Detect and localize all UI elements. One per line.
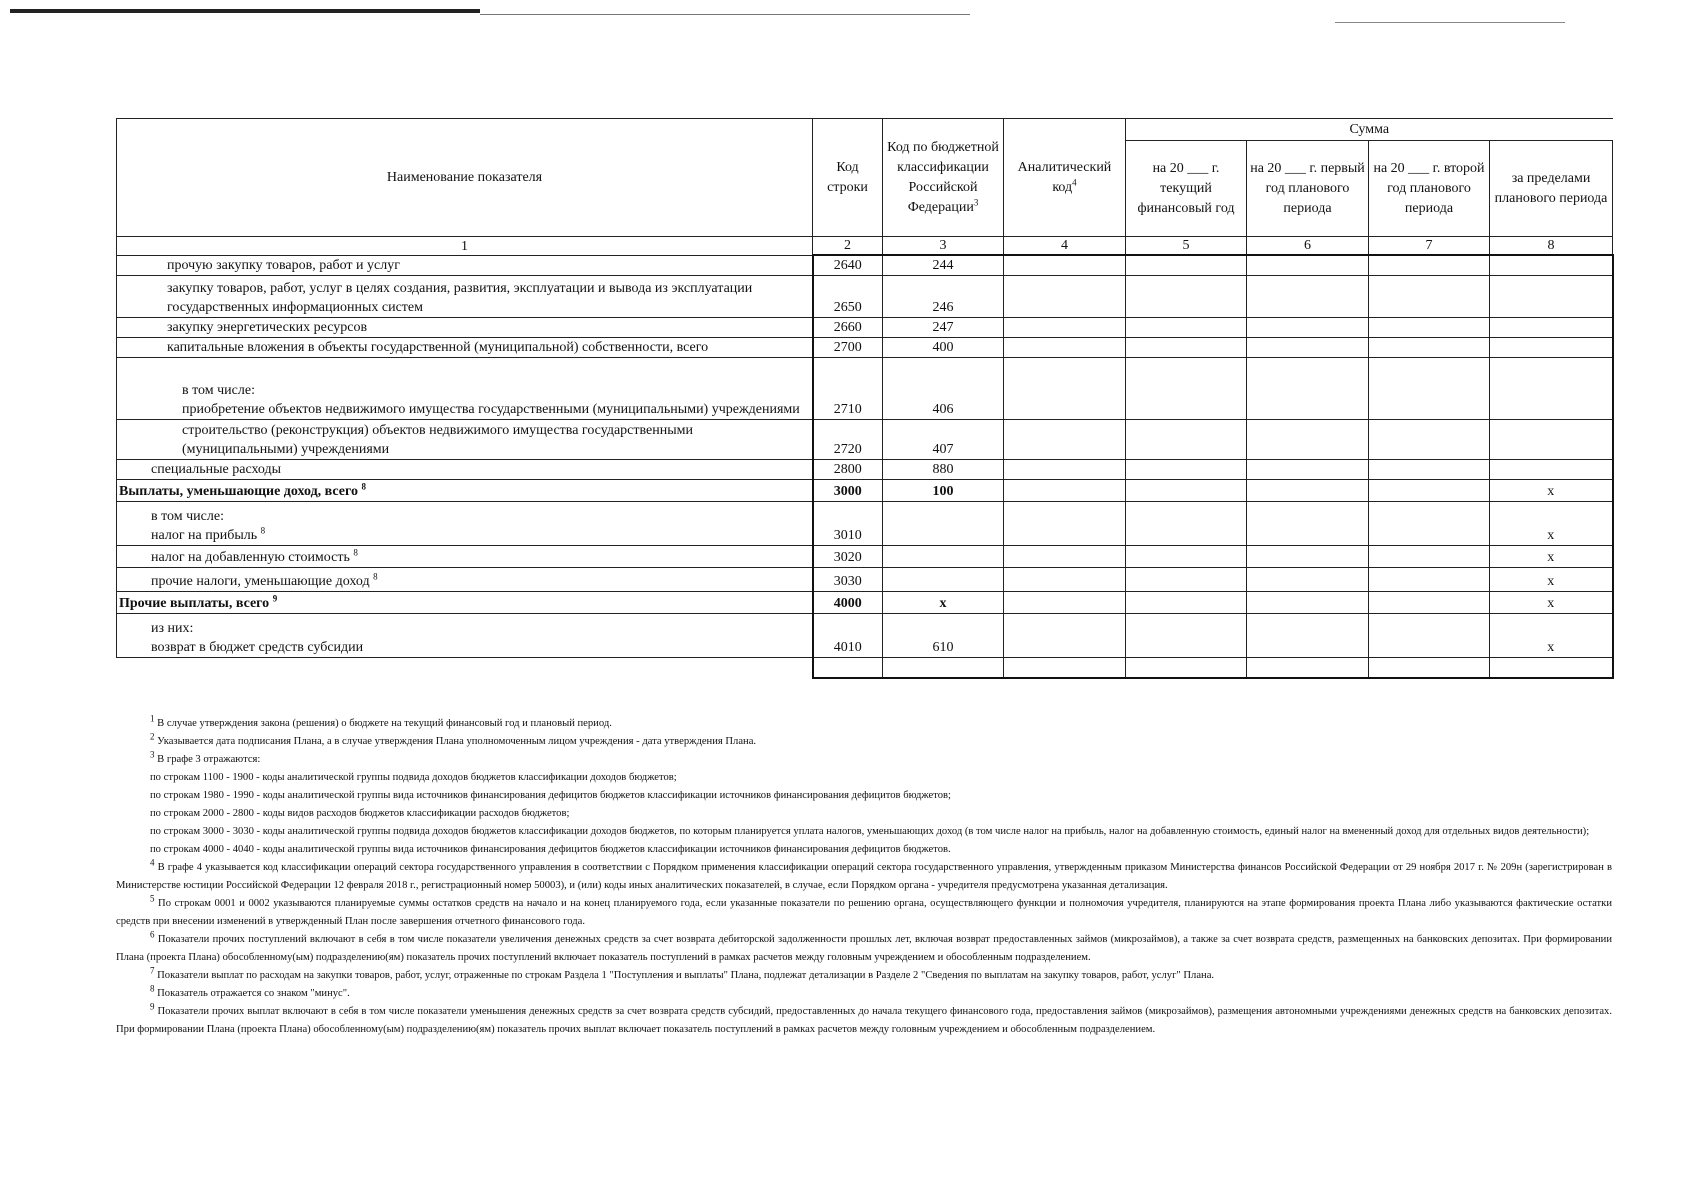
footnote-ref: 9 [272, 593, 278, 604]
header-code-row: Код строки [813, 119, 883, 237]
empty-cell [1369, 658, 1490, 678]
sum-second-plan-year [1369, 592, 1490, 614]
budget-code: 406 [883, 358, 1004, 420]
sum-second-plan-year [1369, 276, 1490, 318]
row-label: налог на добавленную стоимость [151, 550, 350, 565]
column-number: 6 [1247, 237, 1369, 256]
sum-current-year [1126, 358, 1247, 420]
sum-first-plan-year [1247, 318, 1369, 338]
table-body [117, 255, 1613, 678]
budget-code [883, 568, 1004, 592]
sum-second-plan-year [1369, 358, 1490, 420]
empty-cell [1004, 658, 1126, 678]
row-code: 3000 [813, 480, 883, 502]
analytic-code-cell [1004, 318, 1126, 338]
sum-second-plan-year [1369, 502, 1490, 546]
sum-current-year [1126, 460, 1247, 480]
sum-first-plan-year [1247, 502, 1369, 546]
sum-current-year [1126, 614, 1247, 658]
row-label: закупку энергетических ресурсов [167, 320, 368, 335]
footnote-3e: по строкам 4000 - 4040 - коды аналитической группы вида источников финансирования дефицитов бюджетов классификации источников финансирования дефицитов бюджетов. [150, 844, 951, 855]
analytic-code-cell [1004, 568, 1126, 592]
sum-second-plan-year [1369, 460, 1490, 480]
analytic-code-cell [1004, 255, 1126, 276]
sum-first-plan-year [1247, 338, 1369, 358]
row-name [117, 460, 813, 480]
empty-cell [1126, 658, 1247, 678]
row-prefix: в том числе: [151, 509, 224, 524]
row-name [117, 614, 813, 658]
header-col7: на 20 ___ г. второй год планового периода [1369, 141, 1490, 237]
row-label: строительство (реконструкция) объектов недвижимого имущества государственными (муниципальными) учреждениями [182, 423, 693, 457]
plan-table [116, 118, 1614, 679]
table-row [117, 276, 1613, 318]
row-prefix: из них: [151, 621, 194, 636]
sum-second-plan-year [1369, 338, 1490, 358]
sum-beyond-plan [1490, 276, 1613, 318]
budget-code: 880 [883, 460, 1004, 480]
header-name: Наименование показателя [117, 119, 813, 237]
analytic-code-cell [1004, 614, 1126, 658]
analytic-code-cell [1004, 502, 1126, 546]
analytic-code-cell [1004, 358, 1126, 420]
table-row [117, 358, 1613, 420]
row-code: 2700 [813, 338, 883, 358]
plan-table-section [116, 118, 1612, 679]
sum-beyond-plan [1490, 358, 1613, 420]
budget-code [883, 546, 1004, 568]
column-numbers-row [117, 237, 1613, 256]
column-number: 4 [1004, 237, 1126, 256]
column-number: 7 [1369, 237, 1490, 256]
empty-row [117, 658, 1613, 678]
row-code: 2800 [813, 460, 883, 480]
empty-cell [1247, 658, 1369, 678]
row-label: специальные расходы [151, 462, 282, 477]
analytic-code-cell [1004, 338, 1126, 358]
sum-second-plan-year [1369, 568, 1490, 592]
budget-code: 400 [883, 338, 1004, 358]
footnote-ref: 8 [260, 525, 266, 536]
table-row [117, 502, 1613, 546]
empty-cell [1490, 658, 1613, 678]
sum-first-plan-year [1247, 276, 1369, 318]
sum-first-plan-year [1247, 420, 1369, 460]
table-row [117, 568, 1613, 592]
sum-beyond-plan: x [1490, 502, 1613, 546]
row-label: налог на прибыль [151, 528, 258, 543]
footnotes [116, 715, 1612, 1039]
row-code: 2650 [813, 276, 883, 318]
row-name [117, 568, 813, 592]
budget-code: 244 [883, 255, 1004, 276]
row-name [117, 480, 813, 502]
header-col5: на 20 ___ г. текущий финансовый год [1126, 141, 1247, 237]
table-row [117, 338, 1613, 358]
sum-current-year [1126, 592, 1247, 614]
footnote-ref: 8 [373, 571, 378, 582]
sum-beyond-plan: x [1490, 480, 1613, 502]
header-col6: на 20 ___ г. первый год планового периода [1247, 141, 1369, 237]
sum-current-year [1126, 502, 1247, 546]
analytic-code-cell [1004, 546, 1126, 568]
row-code: 4000 [813, 592, 883, 614]
sum-first-plan-year [1247, 358, 1369, 420]
column-number: 2 [813, 237, 883, 256]
table-row [117, 592, 1613, 614]
table-row [117, 255, 1613, 276]
sum-beyond-plan: x [1490, 546, 1613, 568]
sum-beyond-plan [1490, 420, 1613, 460]
row-code: 2640 [813, 255, 883, 276]
budget-code: x [883, 592, 1004, 614]
row-name [117, 338, 813, 358]
header-col8: за пределами планового периода [1490, 141, 1613, 237]
sum-current-year [1126, 338, 1247, 358]
footnote-ref: 8 [361, 481, 367, 492]
budget-code [883, 502, 1004, 546]
footnote-5: $^5$ По строкам 0001 и 0002 указываются планируемые суммы остатков средств на начало и на конец планируемого года, если указанные показатели по решению органа, осуществляющего функции и полномочия учредителя, планируются на этапе формирования проекта Плана либо указываются фактические остатки средств при внесении изменений в утвержденный План после завершения отчетного финансового года. [116, 893, 1612, 927]
sum-beyond-plan: x [1490, 614, 1613, 658]
row-code: 3030 [813, 568, 883, 592]
empty-cell [883, 658, 1004, 678]
table-row [117, 546, 1613, 568]
footnote-8: $^8$ Показатель отражается со знаком "минус". [150, 983, 350, 999]
footnote-2: $^2$ Указывается дата подписания Плана, а в случае утверждения Плана уполномоченным лицом учреждения - дата утверждения Плана. [150, 731, 757, 747]
row-label: возврат в бюджет средств субсидии [151, 640, 364, 655]
footnote-7: $^7$ Показатели выплат по расходам на закупки товаров, работ, услуг, отраженные по строкам Раздела 1 "Поступления и выплаты" Плана, подлежат детализации в Разделе 2 "Сведения по выплатам на закупку товаров, работ, услуг" Плана. [150, 965, 1215, 981]
column-number: 3 [883, 237, 1004, 256]
sum-second-plan-year [1369, 255, 1490, 276]
empty-cell [117, 658, 813, 678]
budget-code: 407 [883, 420, 1004, 460]
budget-code: 247 [883, 318, 1004, 338]
footnote-ref: 8 [353, 547, 358, 558]
sum-second-plan-year [1369, 546, 1490, 568]
row-code: 3010 [813, 502, 883, 546]
sum-beyond-plan: x [1490, 568, 1613, 592]
sum-current-year [1126, 420, 1247, 460]
footnote-3c: по строкам 2000 - 2800 - коды видов расходов бюджетов классификации расходов бюджетов; [150, 808, 570, 819]
footnote-3: $^3$ В графе 3 отражаются: [150, 749, 261, 765]
header-budget-code: Код по бюджетной классификации Российской Федерации$^3$ [883, 119, 1004, 237]
scan-edge-line [10, 9, 480, 13]
row-code: 4010 [813, 614, 883, 658]
sum-first-plan-year [1247, 568, 1369, 592]
row-name [117, 276, 813, 318]
table-row [117, 614, 1613, 658]
column-number: 1 [117, 237, 813, 256]
row-code: 2720 [813, 420, 883, 460]
budget-code: 100 [883, 480, 1004, 502]
sum-second-plan-year [1369, 318, 1490, 338]
analytic-code-cell [1004, 276, 1126, 318]
row-name [117, 502, 813, 546]
sum-first-plan-year [1247, 546, 1369, 568]
row-name [117, 420, 813, 460]
sum-first-plan-year [1247, 460, 1369, 480]
empty-cell [813, 658, 883, 678]
row-label: прочие налоги, уменьшающие доход [151, 574, 370, 589]
footnote-4: $^4$ В графе 4 указывается код классификации операций сектора государственного управления в соответствии с Порядком применения классификации операций сектора государственного управления, утвержденным приказом Министерства финансов Российской Федерации от 29 ноября 2017 г. № 209н (зарегистрирован в Министерстве юстиции Российской Федерации 12 февраля 2018 г., регистрационный номер 50003), и (или) коды иных аналитических показателей, в случае, если Порядком органа - учредителя предусмотрена указанная детализация. [116, 857, 1612, 891]
row-name [117, 546, 813, 568]
row-label: приобретение объектов недвижимого имущества государственными (муниципальными) учреждениями [182, 402, 800, 417]
footnote-3a: по строкам 1100 - 1900 - коды аналитической группы подвида доходов бюджетов классификации доходов бюджетов; [150, 772, 677, 783]
sum-current-year [1126, 318, 1247, 338]
analytic-code-cell [1004, 420, 1126, 460]
sum-beyond-plan [1490, 460, 1613, 480]
row-label: Выплаты, уменьшающие доход, всего [119, 484, 359, 499]
row-name [117, 358, 813, 420]
sum-current-year [1126, 480, 1247, 502]
analytic-code-cell [1004, 592, 1126, 614]
table-row [117, 480, 1613, 502]
sum-first-plan-year [1247, 614, 1369, 658]
sum-beyond-plan: x [1490, 592, 1613, 614]
sum-second-plan-year [1369, 480, 1490, 502]
analytic-code-cell [1004, 480, 1126, 502]
row-name [117, 255, 813, 276]
analytic-code-cell [1004, 460, 1126, 480]
footnote-3b: по строкам 1980 - 1990 - коды аналитической группы вида источников финансирования дефицитов бюджетов классификации источников финансирования дефицитов бюджетов; [150, 790, 951, 801]
column-number: 8 [1490, 237, 1613, 256]
sum-first-plan-year [1247, 592, 1369, 614]
row-label: Прочие выплаты, всего [119, 596, 270, 611]
table-row [117, 460, 1613, 480]
footnote-9: $^9$ Показатели прочих выплат включают в себя в том числе показатели уменьшения денежных средств за счет возврата средств субсидий, предоставленных до начала текущего финансового года, предоставления займов (микрозаймов), размещения автономными учреждениями денежных средств на банковских депозитах. При формировании Плана (проекта Плана) обособленному(ым) подразделению(ям) показатель прочих выплат включает показатель поступлений в рамках расчетов между головным учреждением и обособленным подразделением. [116, 1001, 1612, 1035]
scan-edge-line [1335, 22, 1565, 23]
sum-current-year [1126, 568, 1247, 592]
table-row [117, 420, 1613, 460]
header-analytic-code: Аналитический код$^4$ [1004, 119, 1126, 237]
row-name [117, 592, 813, 614]
scan-edge-line [480, 14, 970, 15]
footnote-6: $^6$ Показатели прочих поступлений включают в себя в том числе показатели увеличения денежных средств за счет возврата дебиторской задолженности прошлых лет, включая возврат предоставленных займов (микрозаймов), а также за счет возврата средств, размещенных на банковских депозитах. При формировании Плана (проекта Плана) обособленному(ым) подразделению(ям) показатель прочих поступлений включает показатель поступлений в рамках расчетов между головным учреждением и обособленным подразделением. [116, 929, 1612, 963]
row-label: капитальные вложения в объекты государственной (муниципальной) собственности, всего [167, 340, 709, 355]
sum-first-plan-year [1247, 255, 1369, 276]
sum-first-plan-year [1247, 480, 1369, 502]
sum-beyond-plan [1490, 255, 1613, 276]
row-code: 2710 [813, 358, 883, 420]
sum-second-plan-year [1369, 614, 1490, 658]
row-label: закупку товаров, работ, услуг в целях создания, развития, эксплуатации и вывода из эксплуатации государственных информационных систем [167, 281, 753, 315]
sum-current-year [1126, 255, 1247, 276]
sum-beyond-plan [1490, 338, 1613, 358]
sum-current-year [1126, 546, 1247, 568]
budget-code: 246 [883, 276, 1004, 318]
row-label: прочую закупку товаров, работ и услуг [167, 258, 400, 273]
table-row [117, 318, 1613, 338]
header-sum: Сумма [1126, 119, 1613, 141]
sum-beyond-plan [1490, 318, 1613, 338]
footnote-3d: по строкам 3000 - 3030 - коды аналитической группы подвида доходов бюджетов классификации доходов бюджетов, по которым планируется уплата налогов, уменьшающих доход (в том числе налог на прибыль, налог на добавленную стоимость, единый налог на вмененный доход для отдельных видов деятельности); [150, 826, 1590, 837]
row-code: 2660 [813, 318, 883, 338]
sum-current-year [1126, 276, 1247, 318]
footnote-1: $^1$ В случае утверждения закона (решения) о бюджете на текущий финансовый год и плановый период. [150, 713, 612, 729]
column-number: 5 [1126, 237, 1247, 256]
sum-second-plan-year [1369, 420, 1490, 460]
row-prefix: в том числе: [182, 383, 255, 398]
row-code: 3020 [813, 546, 883, 568]
row-name [117, 318, 813, 338]
budget-code: 610 [883, 614, 1004, 658]
